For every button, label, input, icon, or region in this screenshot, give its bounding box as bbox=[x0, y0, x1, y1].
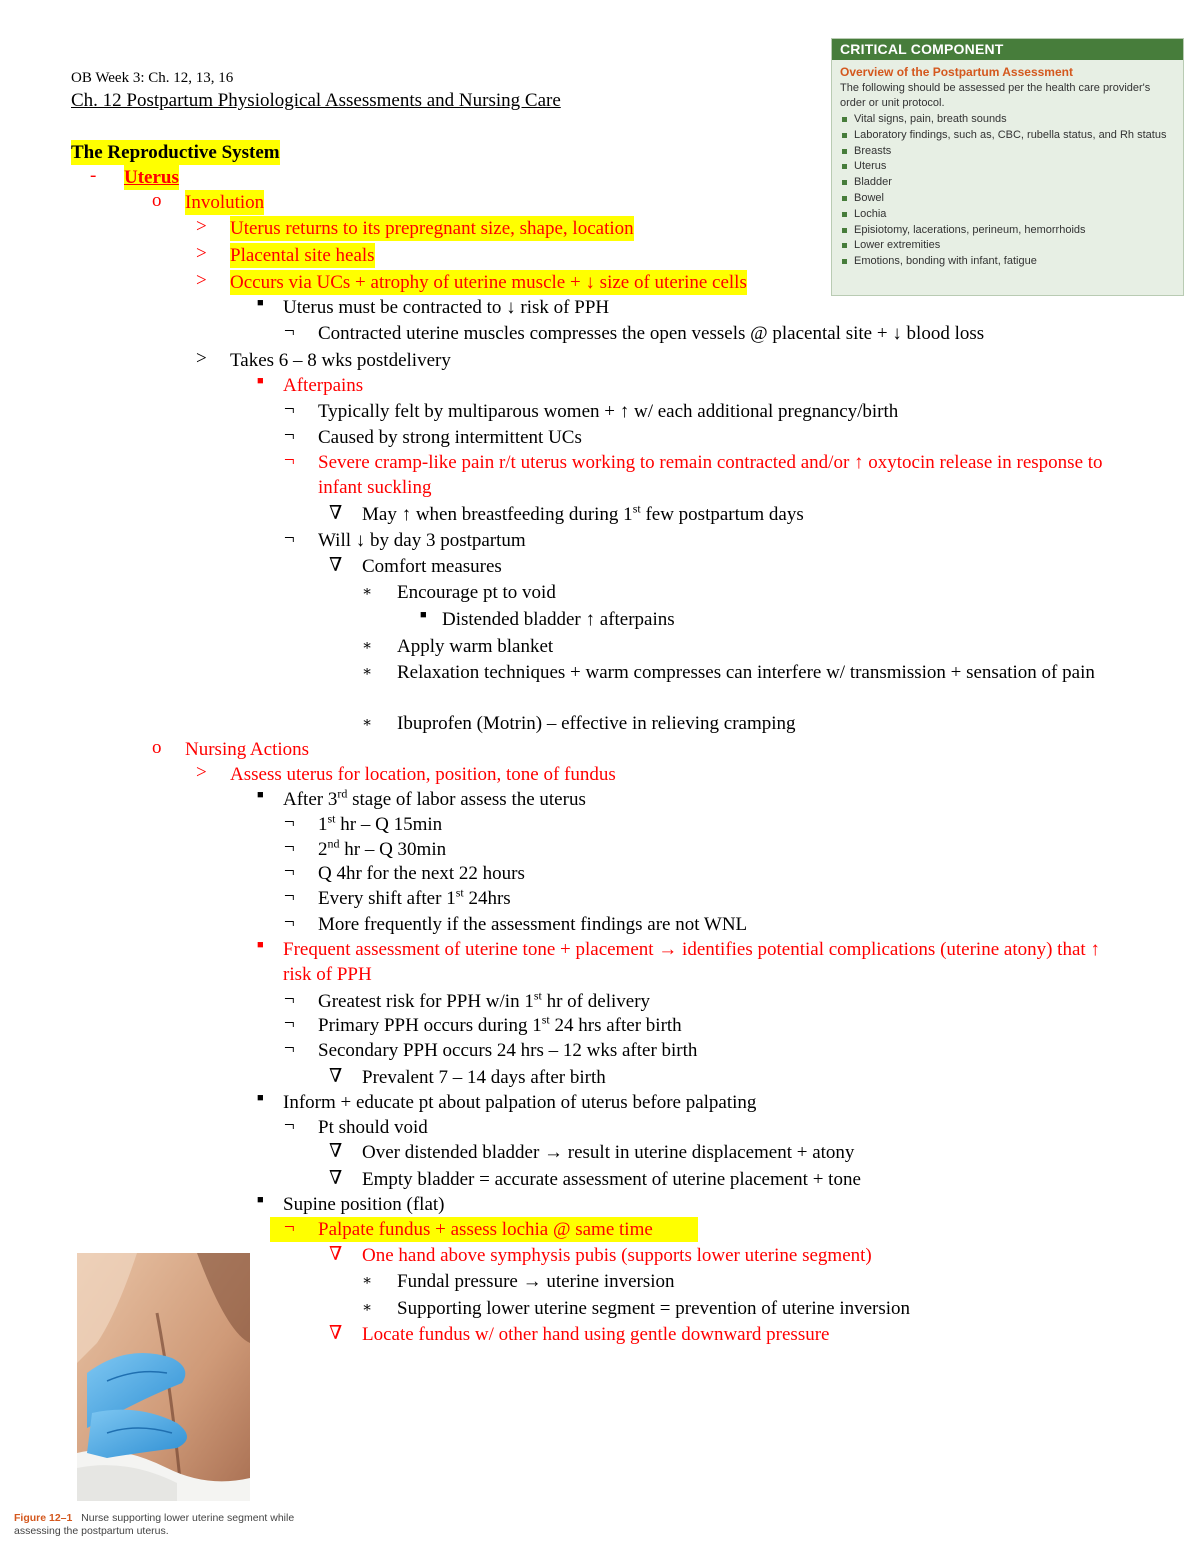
note-line: Typically felt by multiparous women + ↑ w/ each additional pregnancy/birth bbox=[318, 401, 899, 422]
note-line: Over distended bladder → result in uterine displacement + atony bbox=[362, 1142, 855, 1163]
figure-caption bbox=[14, 1512, 334, 1538]
nabla-bullet: ∇ bbox=[329, 1323, 343, 1344]
neg-bullet: ¬ bbox=[284, 399, 295, 420]
nabla-bullet: ∇ bbox=[329, 503, 343, 524]
note-line: Caused by strong intermittent UCs bbox=[318, 427, 582, 448]
note-line: Prevalent 7 – 14 days after birth bbox=[362, 1067, 606, 1088]
arrow-bullet: > bbox=[196, 762, 207, 783]
list-item: Breasts bbox=[840, 144, 1175, 160]
note-line: Distended bladder ↑ afterpains bbox=[442, 609, 675, 630]
note-line: Inform + educate pt about palpation of uterus before palpating bbox=[283, 1092, 757, 1113]
neg-bullet: ¬ bbox=[284, 450, 295, 471]
note-line: Secondary PPH occurs 24 hrs – 12 wks after birth bbox=[318, 1040, 698, 1061]
circle-bullet: o bbox=[152, 737, 162, 758]
star-bullet: ∗ bbox=[362, 664, 373, 680]
nurse-palpation-illustration bbox=[77, 1253, 250, 1501]
note-line: Assess uterus for location, position, tone of fundus bbox=[230, 764, 616, 785]
critical-subtitle: Overview of the Postpartum Assessment bbox=[840, 65, 1073, 79]
note-line: 1st hr – Q 15min bbox=[318, 811, 443, 835]
square-bullet: ■ bbox=[257, 1092, 264, 1104]
note-line: Palpate fundus + assess lochia @ same time bbox=[318, 1219, 653, 1240]
arrow-bullet: > bbox=[196, 243, 207, 264]
involution-item: Uterus returns to its prepregnant size, shape, location bbox=[230, 218, 634, 239]
critical-header: CRITICAL COMPONENT bbox=[832, 39, 1183, 60]
note-line: Frequent assessment of uterine tone + placement → identifies potential complications (uterine atony) that ↑ risk of PPH bbox=[283, 939, 1100, 985]
note-line: Locate fundus w/ other hand using gentle downward pressure bbox=[362, 1324, 830, 1345]
list-item: Bowel bbox=[840, 191, 1175, 207]
figure-label: Figure 12–1 bbox=[14, 1512, 73, 1524]
note-line: Primary PPH occurs during 1st 24 hrs after birth bbox=[318, 1012, 682, 1036]
section-heading: The Reproductive System bbox=[71, 142, 280, 163]
dash-bullet: - bbox=[90, 165, 97, 186]
star-bullet: ∗ bbox=[362, 715, 373, 731]
note-line: Will ↓ by day 3 postpartum bbox=[318, 530, 526, 551]
header-title: OB Week 3: Ch. 12, 13, 16 bbox=[71, 70, 234, 86]
note-line: Empty bladder = accurate assessment of uterine placement + tone bbox=[362, 1169, 861, 1190]
nabla-bullet: ∇ bbox=[329, 555, 343, 576]
neg-bullet: ¬ bbox=[284, 886, 295, 907]
square-bullet: ■ bbox=[257, 939, 264, 951]
note-line: Every shift after 1st 24hrs bbox=[318, 885, 511, 909]
note-line: Apply warm blanket bbox=[397, 636, 554, 657]
note-line: Pt should void bbox=[318, 1117, 428, 1138]
document-header bbox=[71, 68, 561, 113]
list-item: Lochia bbox=[840, 207, 1175, 223]
star-bullet: ∗ bbox=[362, 584, 373, 600]
involution-heading: Involution bbox=[185, 192, 265, 213]
square-bullet: ■ bbox=[257, 375, 264, 387]
note-line: More frequently if the assessment findings are not WNL bbox=[318, 914, 748, 935]
neg-bullet: ¬ bbox=[284, 1115, 295, 1136]
note-line: Q 4hr for the next 22 hours bbox=[318, 863, 525, 884]
chapter-title: Ch. 12 Postpartum Physiological Assessments and Nursing Care bbox=[71, 90, 561, 111]
list-item: Laboratory findings, such as, CBC, rubella status, and Rh status bbox=[840, 128, 1175, 144]
neg-bullet: ¬ bbox=[284, 528, 295, 549]
arrow-bullet: > bbox=[196, 348, 207, 369]
figure-caption-text: Nurse supporting lower uterine segment while assessing the postpartum uterus. bbox=[14, 1512, 295, 1537]
note-line: Encourage pt to void bbox=[397, 582, 556, 603]
uterus-heading: Uterus bbox=[124, 167, 179, 188]
nursing-actions-heading: Nursing Actions bbox=[185, 739, 310, 760]
list-item: Emotions, bonding with infant, fatigue bbox=[840, 254, 1175, 270]
note-line: Supporting lower uterine segment = prevention of uterine inversion bbox=[397, 1298, 911, 1319]
neg-bullet: ¬ bbox=[284, 321, 295, 342]
circle-bullet: o bbox=[152, 190, 162, 211]
note-line: Relaxation techniques + warm compresses can interfere w/ transmission + sensation of pain bbox=[397, 662, 1095, 683]
afterpains-heading: Afterpains bbox=[283, 375, 364, 396]
note-line: Uterus must be contracted to ↓ risk of PPH bbox=[283, 297, 610, 318]
square-bullet: ■ bbox=[420, 609, 427, 621]
nabla-bullet: ∇ bbox=[329, 1244, 343, 1265]
arrow-bullet: > bbox=[196, 216, 207, 237]
neg-bullet: ¬ bbox=[284, 1013, 295, 1034]
star-bullet: ∗ bbox=[362, 1300, 373, 1316]
square-bullet: ■ bbox=[257, 789, 264, 801]
neg-bullet: ¬ bbox=[284, 1217, 295, 1238]
neg-bullet: ¬ bbox=[284, 861, 295, 882]
list-item: Bladder bbox=[840, 175, 1175, 191]
star-bullet: ∗ bbox=[362, 638, 373, 654]
neg-bullet: ¬ bbox=[284, 1038, 295, 1059]
critical-intro: The following should be assessed per the health care provider's order or unit protocol. bbox=[840, 82, 1151, 109]
star-bullet: ∗ bbox=[362, 1273, 373, 1289]
note-line: After 3rd stage of labor assess the uterus bbox=[283, 786, 586, 810]
square-bullet: ■ bbox=[257, 1194, 264, 1206]
nabla-bullet: ∇ bbox=[329, 1168, 343, 1189]
arrow-bullet: > bbox=[196, 270, 207, 291]
list-item: Episiotomy, lacerations, perineum, hemorrhoids bbox=[840, 223, 1175, 239]
involution-item: Placental site heals bbox=[230, 245, 375, 266]
list-item: Uterus bbox=[840, 159, 1175, 175]
note-line: Fundal pressure → uterine inversion bbox=[397, 1271, 675, 1292]
note-line: Severe cramp-like pain r/t uterus working to remain contracted and/or ↑ oxytocin release in response to infant suckling bbox=[318, 452, 1103, 498]
square-bullet: ■ bbox=[257, 297, 264, 309]
note-line: Comfort measures bbox=[362, 556, 502, 577]
nabla-bullet: ∇ bbox=[329, 1066, 343, 1087]
nabla-bullet: ∇ bbox=[329, 1141, 343, 1162]
neg-bullet: ¬ bbox=[284, 837, 295, 858]
note-line: May ↑ when breastfeeding during 1st few postpartum days bbox=[362, 501, 804, 525]
neg-bullet: ¬ bbox=[284, 912, 295, 933]
note-line: Greatest risk for PPH w/in 1st hr of delivery bbox=[318, 988, 651, 1012]
neg-bullet: ¬ bbox=[284, 425, 295, 446]
note-line: Takes 6 – 8 wks postdelivery bbox=[230, 350, 451, 371]
involution-item: Occurs via UCs + atrophy of uterine muscle + ↓ size of uterine cells bbox=[230, 272, 747, 293]
note-line: Supine position (flat) bbox=[283, 1194, 445, 1215]
list-item: Lower extremities bbox=[840, 238, 1175, 254]
neg-bullet: ¬ bbox=[284, 812, 295, 833]
critical-component-box bbox=[831, 38, 1184, 296]
figure-photo bbox=[77, 1253, 250, 1501]
note-line: Contracted uterine muscles compresses the open vessels @ placental site + ↓ blood loss bbox=[318, 323, 985, 344]
neg-bullet: ¬ bbox=[284, 989, 295, 1010]
note-line: One hand above symphysis pubis (supports lower uterine segment) bbox=[362, 1245, 872, 1266]
list-item: Vital signs, pain, breath sounds bbox=[840, 112, 1175, 128]
note-line: 2nd hr – Q 30min bbox=[318, 836, 447, 860]
note-line: Ibuprofen (Motrin) – effective in relieving cramping bbox=[397, 713, 796, 734]
critical-list bbox=[832, 112, 1183, 270]
